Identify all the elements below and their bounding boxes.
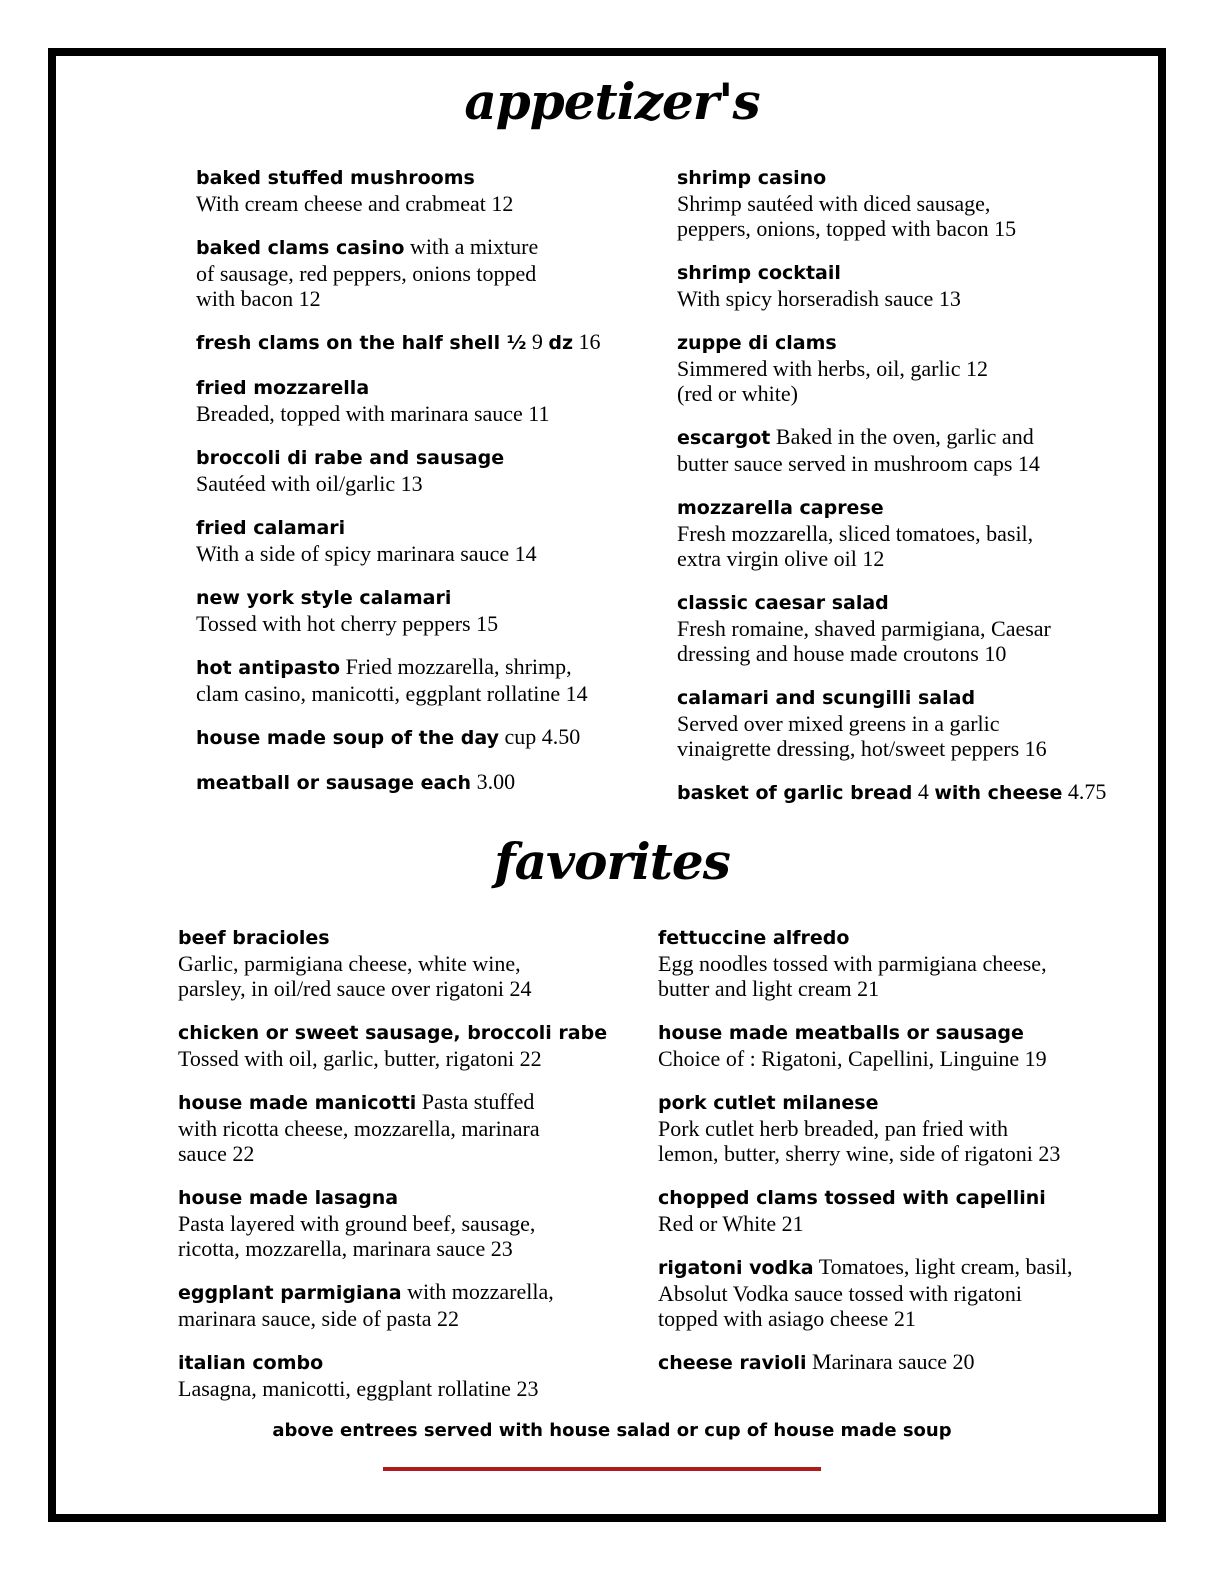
menu-item [178, 1184, 648, 1261]
item-name: house made soup of the day [196, 727, 500, 749]
menu-item-title-line [178, 1184, 648, 1211]
item-text: cup 4.50 [499, 724, 581, 749]
menu-item-title-line [677, 164, 1137, 191]
menu-item-description-line [196, 261, 656, 286]
item-text: Choice of : Rigatoni, Capellini, Linguine 19 [658, 1046, 1047, 1071]
item-text: butter sauce served in mushroom caps 14 [677, 451, 1040, 476]
item-name: baked clams casino [196, 237, 405, 259]
menu-item [196, 514, 656, 566]
item-name: fresh clams on the half shell ½ [196, 332, 527, 354]
menu-item-title-line [196, 329, 656, 356]
item-name: dz [548, 332, 574, 354]
item-name: classic caesar salad [677, 592, 889, 614]
menu-item-description-line [178, 951, 648, 976]
menu-item-title-line [658, 1019, 1128, 1046]
menu-item-title-line [178, 924, 648, 951]
menu-item-description-line [677, 216, 1137, 241]
menu-item-description-line [658, 976, 1128, 1001]
item-text: (red or white) [677, 381, 798, 406]
menu-item-title-line [196, 374, 656, 401]
item-name: fettuccine alfredo [658, 927, 850, 949]
menu-item-description-line [178, 1236, 648, 1261]
menu-item-title-line [677, 424, 1137, 451]
item-text: Served over mixed greens in a garlic [677, 711, 1000, 736]
item-name: zuppe di clams [677, 332, 837, 354]
menu-item [658, 924, 1128, 1001]
menu-item [178, 1279, 648, 1331]
menu-item [196, 329, 656, 356]
item-name: shrimp cocktail [677, 262, 841, 284]
item-name: eggplant parmigiana [178, 1282, 402, 1304]
item-name: calamari and scungilli salad [677, 687, 976, 709]
menu-item-description-line [196, 611, 656, 636]
item-text: Pork cutlet herb breaded, pan fried with [658, 1116, 1009, 1141]
item-text: with bacon 12 [196, 286, 321, 311]
menu-item [178, 1089, 648, 1166]
item-name: house made meatballs or sausage [658, 1022, 1024, 1044]
menu-item [196, 724, 656, 751]
menu-item-title-line [677, 329, 1137, 356]
item-text: 4.75 [1062, 779, 1107, 804]
menu-item-description-line [196, 286, 656, 311]
menu-item-description-line [677, 381, 1137, 406]
menu-item [658, 1019, 1128, 1071]
item-text: Simmered with herbs, oil, garlic 12 [677, 356, 988, 381]
menu-item [178, 1349, 648, 1401]
menu-item [196, 374, 656, 426]
item-text: With cream cheese and crabmeat 12 [196, 191, 514, 216]
menu-item-description-line [677, 286, 1137, 311]
item-text: Lasagna, manicotti, eggplant rollatine 23 [178, 1376, 539, 1401]
menu-item-description-line [178, 1306, 648, 1331]
menu-item-description-line [677, 451, 1137, 476]
menu-item-title-line [658, 1254, 1128, 1281]
item-name: beef bracioles [178, 927, 330, 949]
favorites-heading: favorites [494, 832, 730, 891]
menu-item-description-line [196, 471, 656, 496]
menu-item [677, 779, 1137, 806]
menu-item [658, 1089, 1128, 1166]
item-name: rigatoni vodka [658, 1257, 814, 1279]
menu-item-title-line [658, 1089, 1128, 1116]
menu-item-description-line [196, 401, 656, 426]
menu-item-title-line [677, 589, 1137, 616]
menu-item-description-line [658, 1281, 1128, 1306]
item-name: escargot [677, 427, 771, 449]
item-text: Tossed with oil, garlic, butter, rigatoni 22 [178, 1046, 542, 1071]
item-text: Red or White 21 [658, 1211, 804, 1236]
item-text: topped with asiago cheese 21 [658, 1306, 916, 1331]
menu-item [196, 444, 656, 496]
menu-item-description-line [658, 1306, 1128, 1331]
item-name: broccoli di rabe and sausage [196, 447, 505, 469]
item-text: vinaigrette dressing, hot/sweet peppers 16 [677, 736, 1047, 761]
menu-item-description-line [196, 681, 656, 706]
menu-item-description-line [677, 521, 1137, 546]
menu-item [178, 1019, 648, 1071]
menu-item-title-line [178, 1089, 648, 1116]
item-text: Fried mozzarella, shrimp, [340, 654, 572, 679]
menu-item-title-line [658, 924, 1128, 951]
menu-item [196, 164, 656, 216]
item-name: chopped clams tossed with capellini [658, 1187, 1046, 1209]
menu-item [196, 769, 656, 796]
menu-item-description-line [677, 356, 1137, 381]
menu-item-description-line [178, 1046, 648, 1071]
menu-item-description-line [677, 191, 1137, 216]
item-text: Fresh mozzarella, sliced tomatoes, basil, [677, 521, 1034, 546]
item-text: Shrimp sautéed with diced sausage, [677, 191, 991, 216]
menu-item-title-line [196, 514, 656, 541]
menu-item-title-line [196, 164, 656, 191]
item-name: new york style calamari [196, 587, 452, 609]
item-text: Pasta layered with ground beef, sausage, [178, 1211, 536, 1236]
item-text: dressing and house made croutons 10 [677, 641, 1007, 666]
menu-item-description-line [677, 711, 1137, 736]
item-text: with a mixture [404, 234, 539, 259]
menu-item-title-line [196, 654, 656, 681]
menu-item-description-line [677, 616, 1137, 641]
menu-item-title-line [196, 584, 656, 611]
appetizers-heading: appetizer's [464, 72, 760, 131]
menu-item [178, 924, 648, 1001]
item-text: sauce 22 [178, 1141, 255, 1166]
menu-item-description-line [677, 736, 1137, 761]
item-text: Absolut Vodka sauce tossed with rigatoni [658, 1281, 1022, 1306]
item-name: chicken or sweet sausage, broccoli rabe [178, 1022, 608, 1044]
menu-item [196, 654, 656, 706]
item-text: peppers, onions, topped with bacon 15 [677, 216, 1017, 241]
menu-item-title-line [677, 779, 1137, 806]
menu-item-title-line [196, 444, 656, 471]
menu-item-description-line [658, 1046, 1128, 1071]
menu-item-title-line [178, 1279, 648, 1306]
menu-item [677, 329, 1137, 406]
item-text: Tossed with hot cherry peppers 15 [196, 611, 499, 636]
menu-item [658, 1254, 1128, 1331]
item-name: italian combo [178, 1352, 324, 1374]
item-name: shrimp casino [677, 167, 827, 189]
appetizers-right-column [677, 164, 1137, 824]
item-text: ricotta, mozzarella, marinara sauce 23 [178, 1236, 513, 1261]
red-divider [383, 1467, 821, 1471]
item-text: with ricotta cheese, mozzarella, marinara [178, 1116, 540, 1141]
menu-item-title-line [677, 684, 1137, 711]
item-name: with cheese [934, 782, 1063, 804]
item-text: Egg noodles tossed with parmigiana cheese, [658, 951, 1047, 976]
item-name: fried calamari [196, 517, 346, 539]
menu-item-title-line [677, 259, 1137, 286]
item-text: 4 [912, 779, 935, 804]
item-text: with mozzarella, [401, 1279, 554, 1304]
item-text: Pasta stuffed [416, 1089, 535, 1114]
menu-item-title-line [677, 494, 1137, 521]
menu-item [658, 1184, 1128, 1236]
item-text: With spicy horseradish sauce 13 [677, 286, 961, 311]
menu-item [677, 164, 1137, 241]
item-text: parsley, in oil/red sauce over rigatoni 24 [178, 976, 532, 1001]
item-text: Garlic, parmigiana cheese, white wine, [178, 951, 521, 976]
item-name: cheese ravioli [658, 1352, 807, 1374]
menu-item-title-line [658, 1184, 1128, 1211]
menu-item [677, 684, 1137, 761]
item-name: hot antipasto [196, 657, 341, 679]
menu-item [677, 494, 1137, 571]
entrees-note: above entrees served with house salad or cup of house made soup [272, 1420, 952, 1441]
item-text: With a side of spicy marinara sauce 14 [196, 541, 537, 566]
menu-item-description-line [677, 546, 1137, 571]
menu-item-title-line [196, 724, 656, 751]
item-text: extra virgin olive oil 12 [677, 546, 885, 571]
menu-item-title-line [178, 1019, 648, 1046]
menu-item-description-line [677, 641, 1137, 666]
item-name: pork cutlet milanese [658, 1092, 879, 1114]
item-text: Fresh romaine, shaved parmigiana, Caesar [677, 616, 1051, 641]
item-text: Sautéed with oil/garlic 13 [196, 471, 423, 496]
item-text: marinara sauce, side of pasta 22 [178, 1306, 459, 1331]
item-text: Breaded, topped with marinara sauce 11 [196, 401, 550, 426]
menu-item-description-line [196, 541, 656, 566]
menu-item [677, 424, 1137, 476]
item-text: Baked in the oven, garlic and [770, 424, 1034, 449]
item-text: 16 [573, 329, 601, 354]
item-name: fried mozzarella [196, 377, 370, 399]
item-name: mozzarella caprese [677, 497, 884, 519]
menu-item-title-line [196, 234, 656, 261]
menu-item-title-line [178, 1349, 648, 1376]
item-name: house made lasagna [178, 1187, 399, 1209]
menu-item [196, 234, 656, 311]
item-text: clam casino, manicotti, eggplant rollatine 14 [196, 681, 588, 706]
item-name: meatball or sausage each [196, 772, 472, 794]
item-text: 9 [526, 329, 549, 354]
favorites-left-column [178, 924, 648, 1419]
menu-item [658, 1349, 1128, 1376]
menu-item-title-line [658, 1349, 1128, 1376]
menu-item-description-line [178, 1116, 648, 1141]
appetizers-left-column [196, 164, 656, 814]
menu-item-description-line [178, 1141, 648, 1166]
favorites-right-column [658, 924, 1128, 1394]
menu-item-description-line [658, 1141, 1128, 1166]
item-name: basket of garlic bread [677, 782, 913, 804]
menu-item-description-line [178, 976, 648, 1001]
menu-item-description-line [178, 1211, 648, 1236]
menu-item-description-line [658, 951, 1128, 976]
menu-item-title-line [196, 769, 656, 796]
item-text: butter and light cream 21 [658, 976, 880, 1001]
item-text: of sausage, red peppers, onions topped [196, 261, 537, 286]
item-name: baked stuffed mushrooms [196, 167, 475, 189]
item-text: 3.00 [471, 769, 516, 794]
menu-item-description-line [658, 1211, 1128, 1236]
menu-item [196, 584, 656, 636]
menu-item-description-line [196, 191, 656, 216]
menu-item [677, 589, 1137, 666]
item-text: lemon, butter, sherry wine, side of rigatoni 23 [658, 1141, 1061, 1166]
menu-item-description-line [178, 1376, 648, 1401]
item-name: house made manicotti [178, 1092, 417, 1114]
menu-item-description-line [658, 1116, 1128, 1141]
menu-item [677, 259, 1137, 311]
item-text: Tomatoes, light cream, basil, [813, 1254, 1073, 1279]
item-text: Marinara sauce 20 [806, 1349, 975, 1374]
